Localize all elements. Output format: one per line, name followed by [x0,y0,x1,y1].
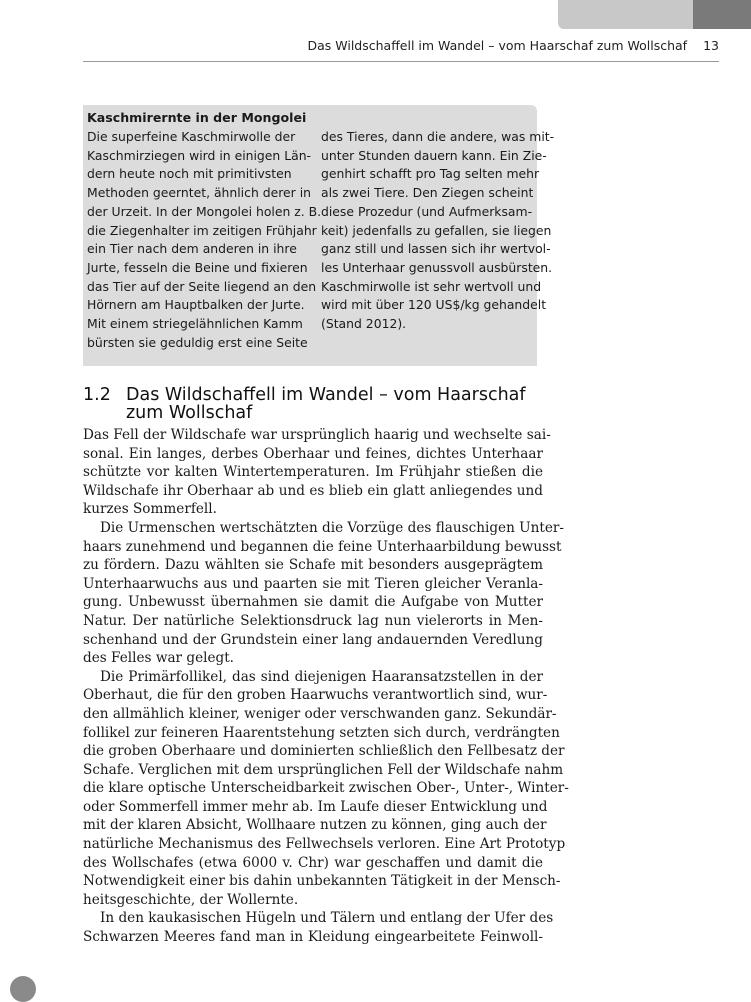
section-number: 1.2 [83,385,111,405]
text-line: gung. Unbewusst übernahmen sie damit die Aufgabe von Mutter [83,594,543,611]
text-line: mit der klaren Absicht, Wollhaare nutzen zu können, ging auch der [83,817,547,834]
running-title: Das Wildschaffell im Wandel – vom Haarschaf zum Wollschaf [307,38,688,53]
box-line: ein Tier nach dem anderen in ihre [87,241,297,257]
text-line: follikel zur feineren Haarentstehung setzten sich durch, verdrängten [83,724,560,741]
box-line: unter Stunden dauern kann. Ein Zie- [321,147,547,163]
text-line: zu fördern. Dazu wählten sie Schafe mit besonders ausgeprägtem [83,557,543,574]
text-line: heitsgeschichte, der Wollernte. [83,891,299,908]
body-text [83,426,569,947]
header-tab-dark [693,0,751,29]
text-line: Unterhaarwuchs aus und paarten sie mit Tieren gleicher Veranla- [83,575,543,592]
box-line: das Tier auf der Seite liegend an den [87,278,317,294]
box-line: wird mit über 120 US$/kg gehandelt [321,297,547,313]
header-rule [83,61,719,62]
box-line: als zwei Tiere. Den Ziegen scheint [321,185,534,201]
box-line: Jurte, fesseln die Beine und fixieren [87,259,308,275]
info-box-column-left [87,128,322,352]
box-line: der Urzeit. In der Mongolei holen z. B. [87,203,322,219]
info-box [83,105,555,366]
box-line: Methoden geerntet, ähnlich derer in [87,185,311,201]
text-line: Die Primärfollikel, das sind diejenigen Haaransatzstellen in der [100,668,543,685]
text-line: kurzes Sommerfell. [83,501,217,518]
box-line: keit) jedenfalls zu gefallen, sie liegen [321,222,552,238]
text-line: oder Sommerfell immer mehr ab. Im Laufe dieser Entwicklung und [83,798,548,815]
running-header [300,38,719,56]
text-line: Schwarzen Meeres fand man in Kleidung eingearbeitete Feinwoll- [83,929,543,946]
text-line: die groben Oberhaare und dominierten schließlich den Fellbesatz der [83,743,565,760]
box-line: (Stand 2012). [321,316,407,332]
text-line: Schafe. Verglichen mit dem ursprünglichen Fell der Wildschafe nahm [83,761,564,778]
section-title-line-1: Das Wildschaffell im Wandel – vom Haarschaf [126,385,526,405]
text-line: In den kaukasischen Hügeln und Tälern und entlang der Ufer des [100,910,554,927]
box-line: bürsten sie geduldig erst eine Seite [87,334,308,350]
box-line: des Tieres, dann die andere, was mit- [321,129,555,144]
box-line: genhirt schafft pro Tag selten mehr [321,166,540,182]
page-corner-marker [10,976,36,1002]
box-line: diese Prozedur (und Aufmerksam- [321,203,533,219]
box-line: Kaschmirziegen wird in einigen Län- [87,147,312,163]
header-tab-light [558,0,693,29]
box-line: ganz still und lassen sich ihr wertvol- [321,241,551,257]
box-line: Kaschmirwolle ist sehr wertvoll und [321,278,542,294]
box-line: Die superfeine Kaschmirwolle der [87,129,296,144]
text-line: sonal. Ein langes, derbes Oberhaar und feines, dichtes Unterhaar [83,445,543,462]
box-line: Mit einem striegelähnlichen Kamm [87,316,303,332]
text-line: Natur. Der natürliche Selektionsdruck lag nun vielerorts in Men- [83,612,543,629]
text-line: Notwendigkeit einer bis dahin unbekannten Tätigkeit in der Mensch- [83,873,561,890]
box-line: Hörnern am Hauptbalken der Jurte. [87,297,305,313]
text-line: die klare optische Unterscheidbarkeit zwischen Ober-, Unter-, Winter- [83,780,569,797]
text-line: den allmählich kleiner, weniger oder verschwanden ganz. Sekundär- [83,705,557,722]
text-line: des Wollschafes (etwa 6000 v. Chr) war geschaffen und damit die [83,854,543,871]
text-line: des Felles war gelegt. [83,650,234,667]
info-box-title: Kaschmirernte in der Mongolei [87,110,307,125]
box-line: die Ziegenhalter im zeitigen Frühjahr [87,222,317,238]
text-line: haars zunehmend und begannen die feine Unterhaarbildung bewusst [83,538,562,555]
page-number: 13 [703,38,719,53]
box-line: dern heute noch mit primitivsten [87,166,292,182]
box-line: les Unterhaar genussvoll ausbürsten. [321,259,553,275]
info-box-column-right [321,128,555,334]
text-line: Wildschafe ihr Oberhaar ab und es blieb ein glatt anliegendes und [83,482,543,499]
section-title-line-2: zum Wollschaf [126,403,253,423]
text-line: natürliche Mechanismus des Fellwechsels verloren. Eine Art Prototyp [83,836,566,853]
text-line: schenhand und der Grundstein einer lang andauernden Veredlung [83,631,543,648]
text-line: Die Urmenschen wertschätzten die Vorzüge des flauschigen Unter- [100,519,564,536]
text-line: schützte vor kalten Wintertemperaturen. Im Frühjahr stießen die [83,464,543,481]
text-line: Oberhaut, die für den groben Haarwuchs verantwortlich sind, wur- [83,687,548,704]
text-line: Das Fell der Wildschafe war ursprünglich haarig und wechselte sai- [83,427,551,443]
